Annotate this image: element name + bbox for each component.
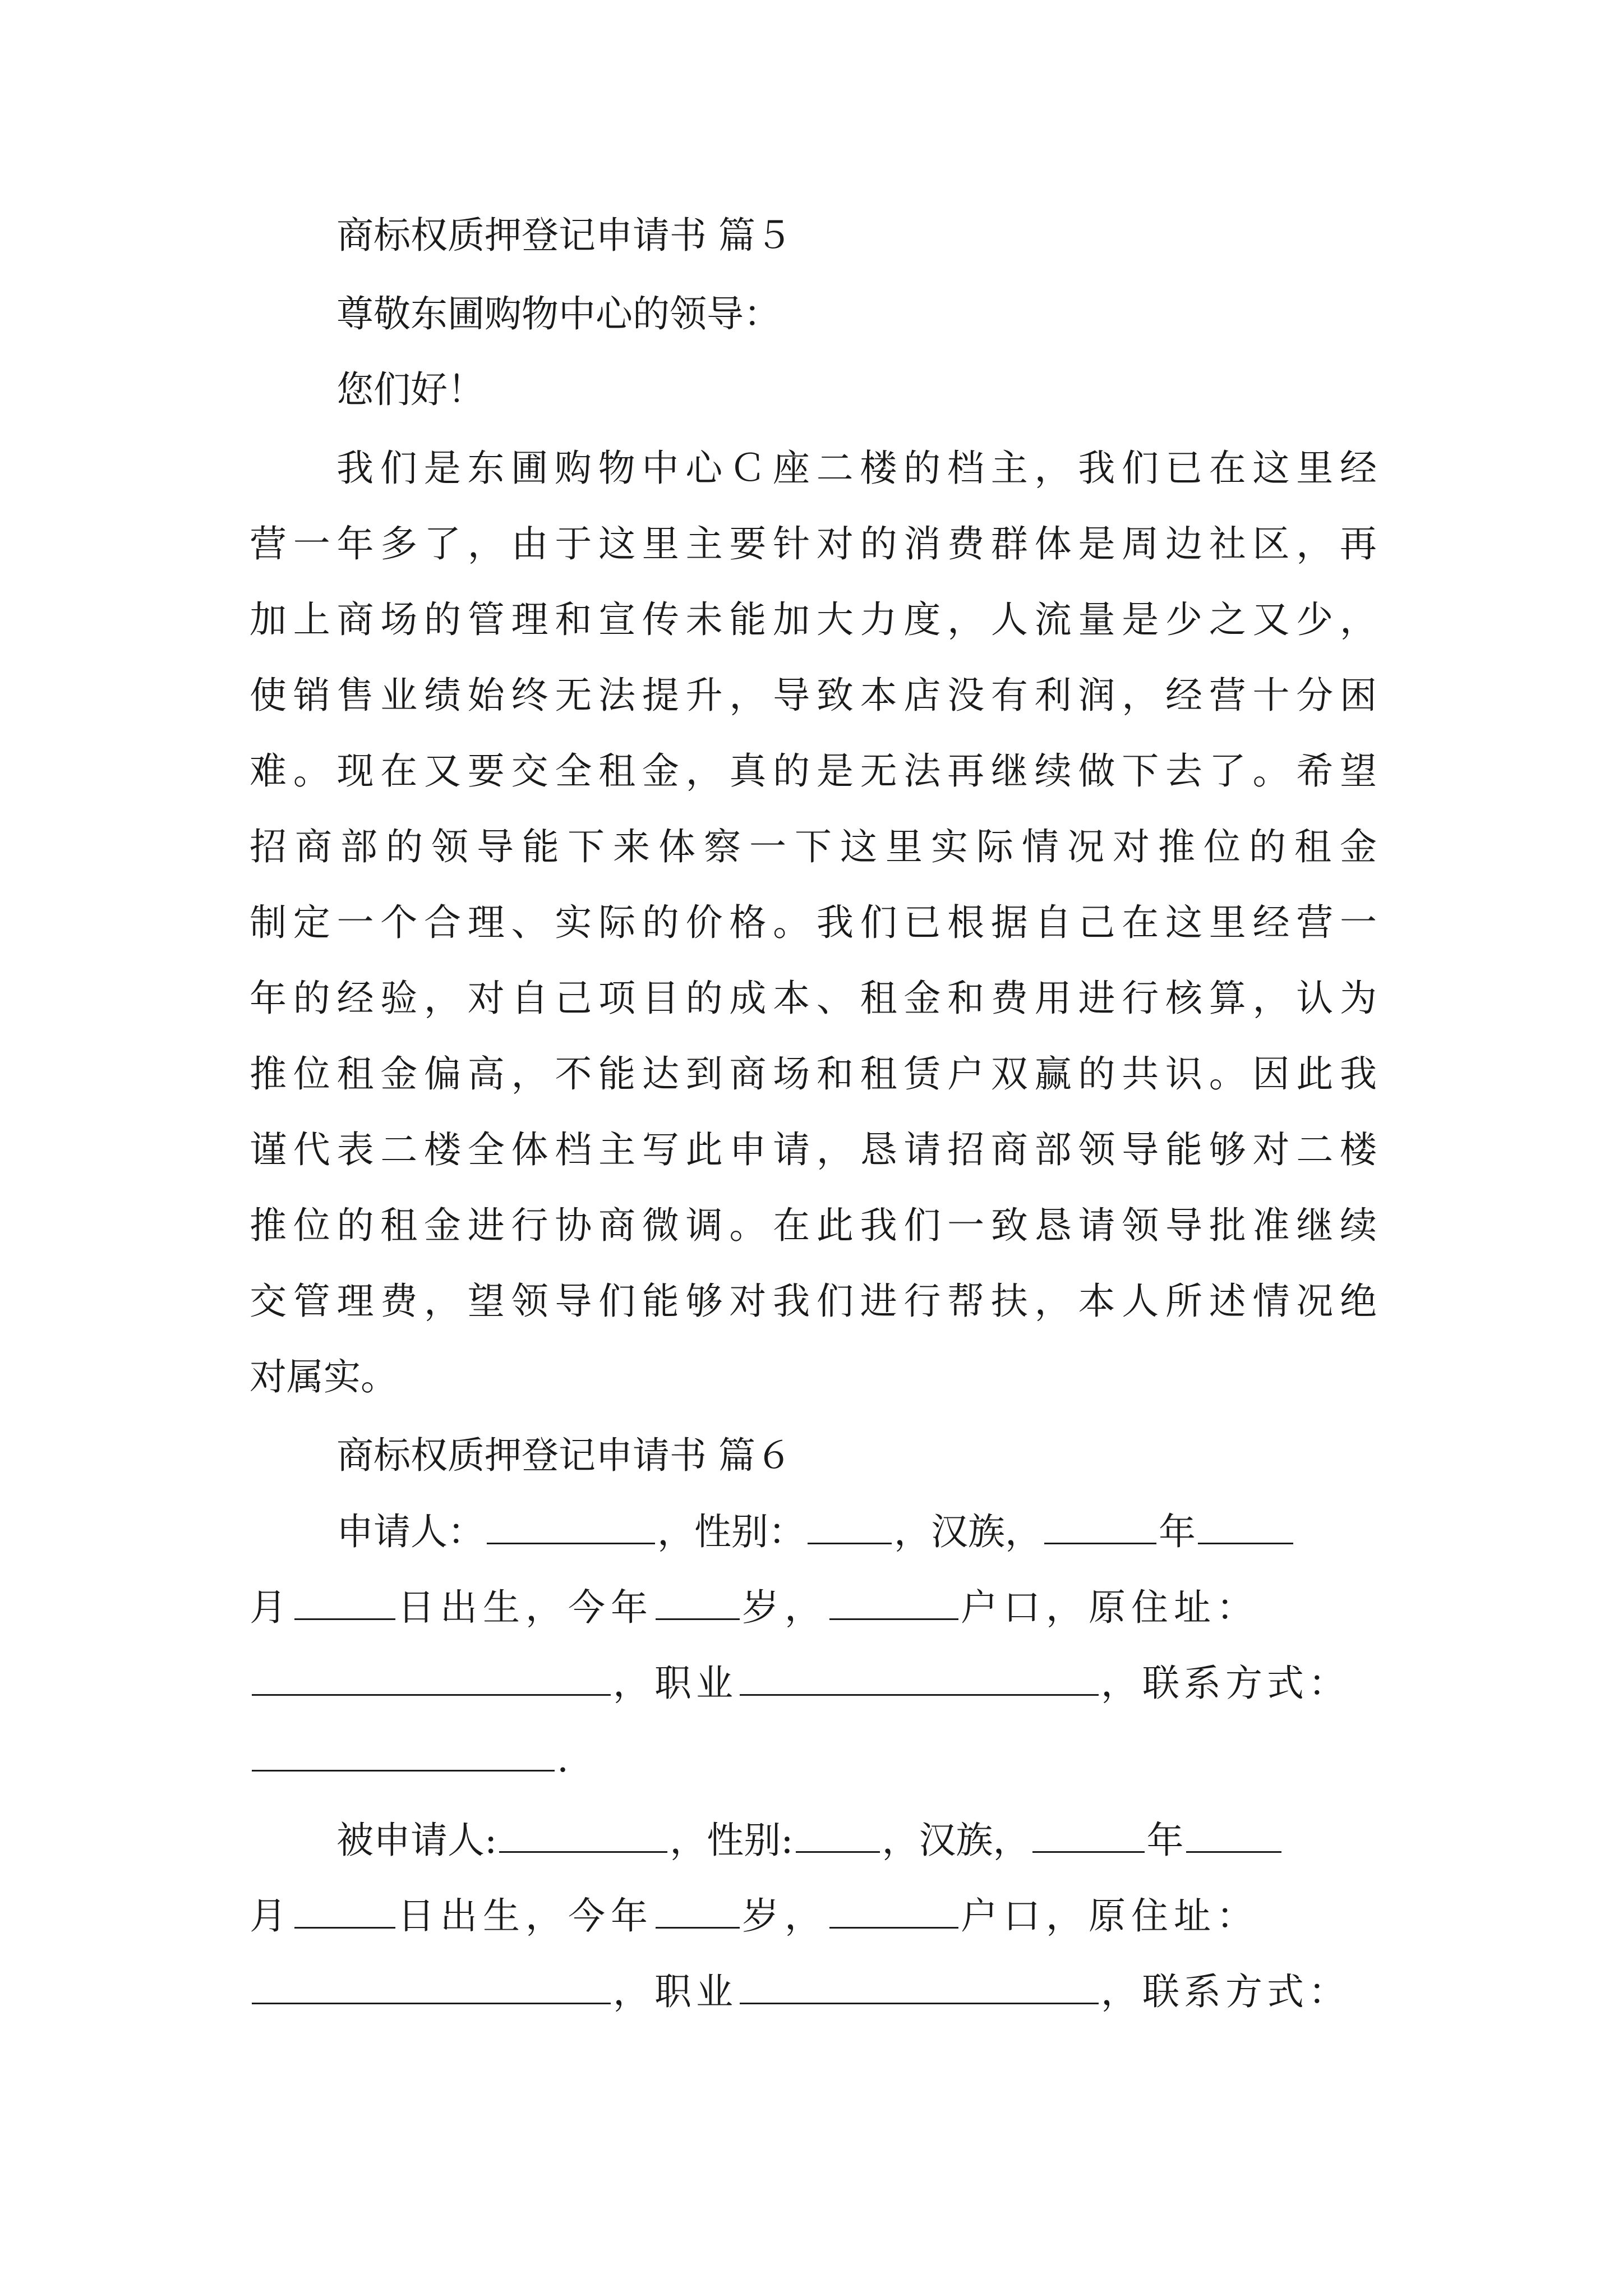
line-end: . — [557, 1737, 569, 1780]
body-line: 谨代表二楼全体档主写此申请，恳请招商部领导能够对二楼 — [250, 1128, 1377, 1171]
year-blank[interactable] — [1044, 1509, 1156, 1544]
gender-label: ，性别: — [670, 1819, 794, 1862]
month-blank[interactable] — [1198, 1509, 1293, 1544]
hukou-blank[interactable] — [829, 1585, 958, 1620]
gender-blank[interactable] — [796, 1818, 880, 1853]
applicant-line-3 — [250, 1660, 1377, 1706]
day-blank[interactable] — [294, 1893, 395, 1929]
applicant-line-2 — [250, 1585, 1377, 1630]
address-blank[interactable] — [252, 1660, 611, 1696]
age-blank[interactable] — [656, 1893, 740, 1929]
body-line: 制定一个合理、实际的价格。我们已根据自己在这里经营一 — [250, 901, 1377, 944]
job-label: ，职业 — [613, 1662, 737, 1705]
gender-label: ，性别： — [657, 1510, 805, 1553]
applicant-label: 申请人： — [336, 1510, 485, 1553]
address-blank[interactable] — [252, 1969, 611, 2004]
day-born-label: 日出生，今年 — [398, 1894, 653, 1938]
hukou-label: 户口，原住址： — [961, 1586, 1259, 1629]
body-line: 年的经验，对自己项目的成本、租金和费用进行核算，认为 — [250, 977, 1377, 1020]
respondent-line-1 — [336, 1818, 1377, 1863]
greeting: 您们好！ — [336, 368, 485, 411]
month-blank[interactable] — [1186, 1818, 1281, 1853]
age-blank[interactable] — [656, 1585, 740, 1620]
body-line: 使销售业绩始终无法提升，导致本店没有利润，经营十分困 — [250, 674, 1377, 717]
section6-heading: 商标权质押登记申请书 篇６ — [336, 1434, 792, 1477]
year-blank[interactable] — [1032, 1818, 1145, 1853]
age-label: 岁， — [742, 1894, 827, 1938]
contact-blank[interactable] — [252, 1736, 555, 1772]
year-label: 年 — [1146, 1819, 1184, 1862]
salutation: 尊敬东圃购物中心的领导： — [336, 292, 781, 335]
applicant-line-1 — [336, 1509, 1377, 1554]
applicant-line-4 — [250, 1736, 1377, 1782]
ethnic-label: ，汉族， — [894, 1510, 1042, 1553]
month-label: 月 — [250, 1586, 292, 1629]
applicant-name-blank[interactable] — [487, 1509, 655, 1544]
ethnic-label: ，汉族， — [882, 1819, 1030, 1862]
hukou-blank[interactable] — [829, 1893, 958, 1929]
body-line: 难。现在又要交全租金，真的是无法再继续做下去了。希望 — [250, 749, 1377, 793]
body-line: 加上商场的管理和宣传未能加大力度，人流量是少之又少， — [250, 598, 1377, 641]
job-blank[interactable] — [740, 1969, 1099, 2004]
body-line: 推位租金偏高，不能达到商场和租赁户双赢的共识。因此我 — [250, 1052, 1377, 1096]
job-blank[interactable] — [740, 1660, 1099, 1696]
body-line: 交管理费，望领导们能够对我们进行帮扶，本人所述情况绝 — [250, 1280, 1377, 1323]
respondent-line-3 — [250, 1969, 1377, 2014]
section5-heading: 商标权质押登记申请书 篇５ — [336, 214, 792, 257]
job-label: ，职业 — [613, 1970, 737, 2013]
day-blank[interactable] — [294, 1585, 395, 1620]
month-label: 月 — [250, 1894, 292, 1938]
hukou-label: 户口，原住址： — [961, 1894, 1259, 1938]
contact-label: ，联系方式： — [1101, 1970, 1350, 2013]
day-born-label: 日出生，今年 — [398, 1586, 653, 1629]
year-label: 年 — [1159, 1510, 1196, 1553]
body-line: 营一年多了，由于这里主要针对的消费群体是周边社区，再 — [250, 522, 1377, 565]
respondent-label: 被申请人: — [336, 1819, 497, 1862]
contact-label: ，联系方式： — [1101, 1662, 1350, 1705]
body-line: 推位的租金进行协商微调。在此我们一致恳请领导批准继续 — [250, 1204, 1377, 1247]
body-line: 招商部的领导能下来体察一下这里实际情况对推位的租金 — [250, 825, 1377, 868]
gender-blank[interactable] — [808, 1509, 892, 1544]
age-label: 岁， — [742, 1586, 827, 1629]
respondent-line-2 — [250, 1893, 1377, 1939]
body-line: 对属实。 — [250, 1355, 398, 1398]
respondent-name-blank[interactable] — [499, 1818, 667, 1853]
body-line: 我们是东圃购物中心Ｃ座二楼的档主，我们已在这里经 — [336, 447, 1377, 490]
